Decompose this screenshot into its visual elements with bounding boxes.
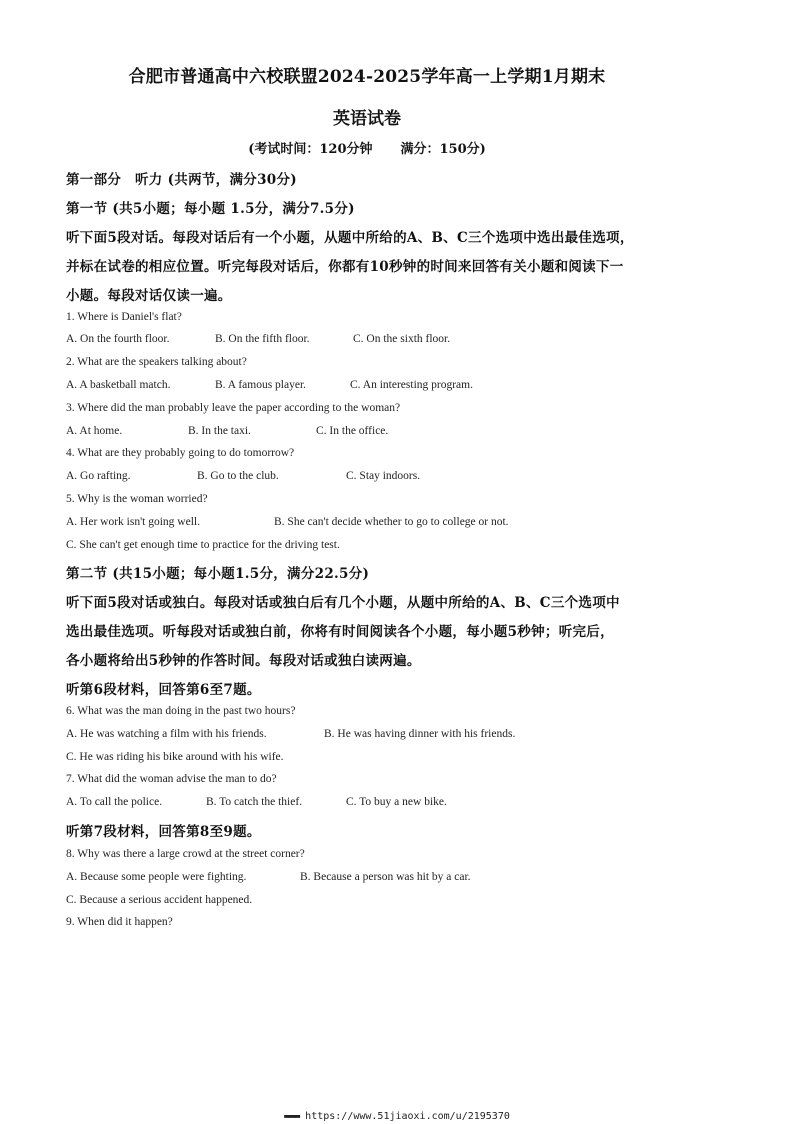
question-6: 6. What was the man doing in the past two hours?: [66, 705, 296, 717]
section1-instruction-1: 听下面5段对话。每段对话后有一个小题，从题中所给的A、B、C三个选项中选出最佳选项，: [66, 230, 634, 246]
part1-heading: 第一部分 听力 (共两节，满分30分): [66, 172, 297, 188]
question-1: 1. Where is Daniel's flat?: [66, 311, 182, 323]
q1-option-a: A. On the fourth floor.: [66, 333, 170, 345]
q4-option-b: B. Go to the club.: [197, 470, 279, 482]
q8-option-c: C. Because a serious accident happened.: [66, 894, 253, 906]
q1-option-c: C. On the sixth floor.: [353, 333, 451, 345]
question-4: 4. What are they probably going to do tomorrow?: [66, 447, 295, 459]
section1-instruction-2: 并标在试卷的相应位置。听完每段对话后，你都有10秒钟的时间来回答有关小题和阅读下一: [66, 259, 624, 275]
q4-option-a: A. Go rafting.: [66, 470, 131, 482]
question-5: 5. Why is the woman worried?: [66, 493, 208, 505]
q5-option-b: B. She can't decide whether to go to college or not.: [274, 516, 509, 528]
exam-time: (考试时间：120分钟: [248, 142, 373, 157]
material-6-heading: 听第6段材料，回答第6至7题。: [66, 682, 261, 698]
question-8: 8. Why was there a large crowd at the street corner?: [66, 848, 305, 860]
section1-heading: 第一节 (共5小题；每小题 1.5分，满分7.5分): [66, 201, 355, 217]
q3-option-a: A. At home.: [66, 425, 123, 437]
exam-title: 合肥市普通高中六校联盟2024-2025学年高一上学期1月期末: [128, 67, 606, 87]
exam-subtitle: 英语试卷: [333, 109, 401, 129]
question-9: 9. When did it happen?: [66, 916, 173, 928]
q3-option-b: B. In the taxi.: [188, 425, 251, 437]
q8-option-b: B. Because a person was hit by a car.: [300, 871, 471, 883]
q5-option-a: A. Her work isn't going well.: [66, 516, 200, 528]
q8-option-a: A. Because some people were fighting.: [66, 871, 247, 883]
q2-option-a: A. A basketball match.: [66, 379, 171, 391]
footer-logo-mark: ▬▬▬: [284, 1111, 300, 1122]
section1-instruction-3: 小题。每段对话仅读一遍。: [66, 288, 232, 304]
question-2: 2. What are the speakers talking about?: [66, 356, 247, 368]
q6-option-b: B. He was having dinner with his friends.: [324, 728, 516, 740]
q2-option-c: C. An interesting program.: [350, 379, 473, 391]
q7-option-c: C. To buy a new bike.: [346, 796, 447, 808]
material-7-heading: 听第7段材料，回答第8至9题。: [66, 824, 261, 840]
q6-option-a: A. He was watching a film with his friends.: [66, 728, 267, 740]
q7-option-a: A. To call the police.: [66, 796, 163, 808]
footer: [0, 1111, 794, 1122]
footer-link[interactable]: https://www.51jiaoxi.com/u/2195370: [305, 1111, 510, 1122]
q2-option-b: B. A famous player.: [215, 379, 307, 391]
section2-instruction-2: 选出最佳选项。听每段对话或独白前，你将有时间阅读各个小题，每小题5秒钟；听完后，: [66, 624, 614, 640]
q4-option-c: C. Stay indoors.: [346, 470, 421, 482]
q1-option-b: B. On the fifth floor.: [215, 333, 310, 345]
q5-option-c: C. She can't get enough time to practice for the driving test.: [66, 539, 340, 551]
section2-heading: 第二节 (共15小题；每小题1.5分，满分22.5分): [66, 566, 370, 582]
q7-option-b: B. To catch the thief.: [206, 796, 303, 808]
question-3: 3. Where did the man probably leave the paper according to the woman?: [66, 402, 401, 414]
section2-instruction-1: 听下面5段对话或独白。每段对话或独白后有几个小题，从题中所给的A、B、C三个选项中: [66, 595, 620, 611]
question-7: 7. What did the woman advise the man to do?: [66, 773, 277, 785]
exam-meta: [0, 138, 734, 157]
q3-option-c: C. In the office.: [316, 425, 389, 437]
section2-instruction-3: 各小题将给出5秒钟的作答时间。每段对话或独白读两遍。: [66, 653, 421, 669]
q6-option-c: C. He was riding his bike around with his wife.: [66, 751, 284, 763]
full-score: 满分：150分): [400, 142, 486, 157]
